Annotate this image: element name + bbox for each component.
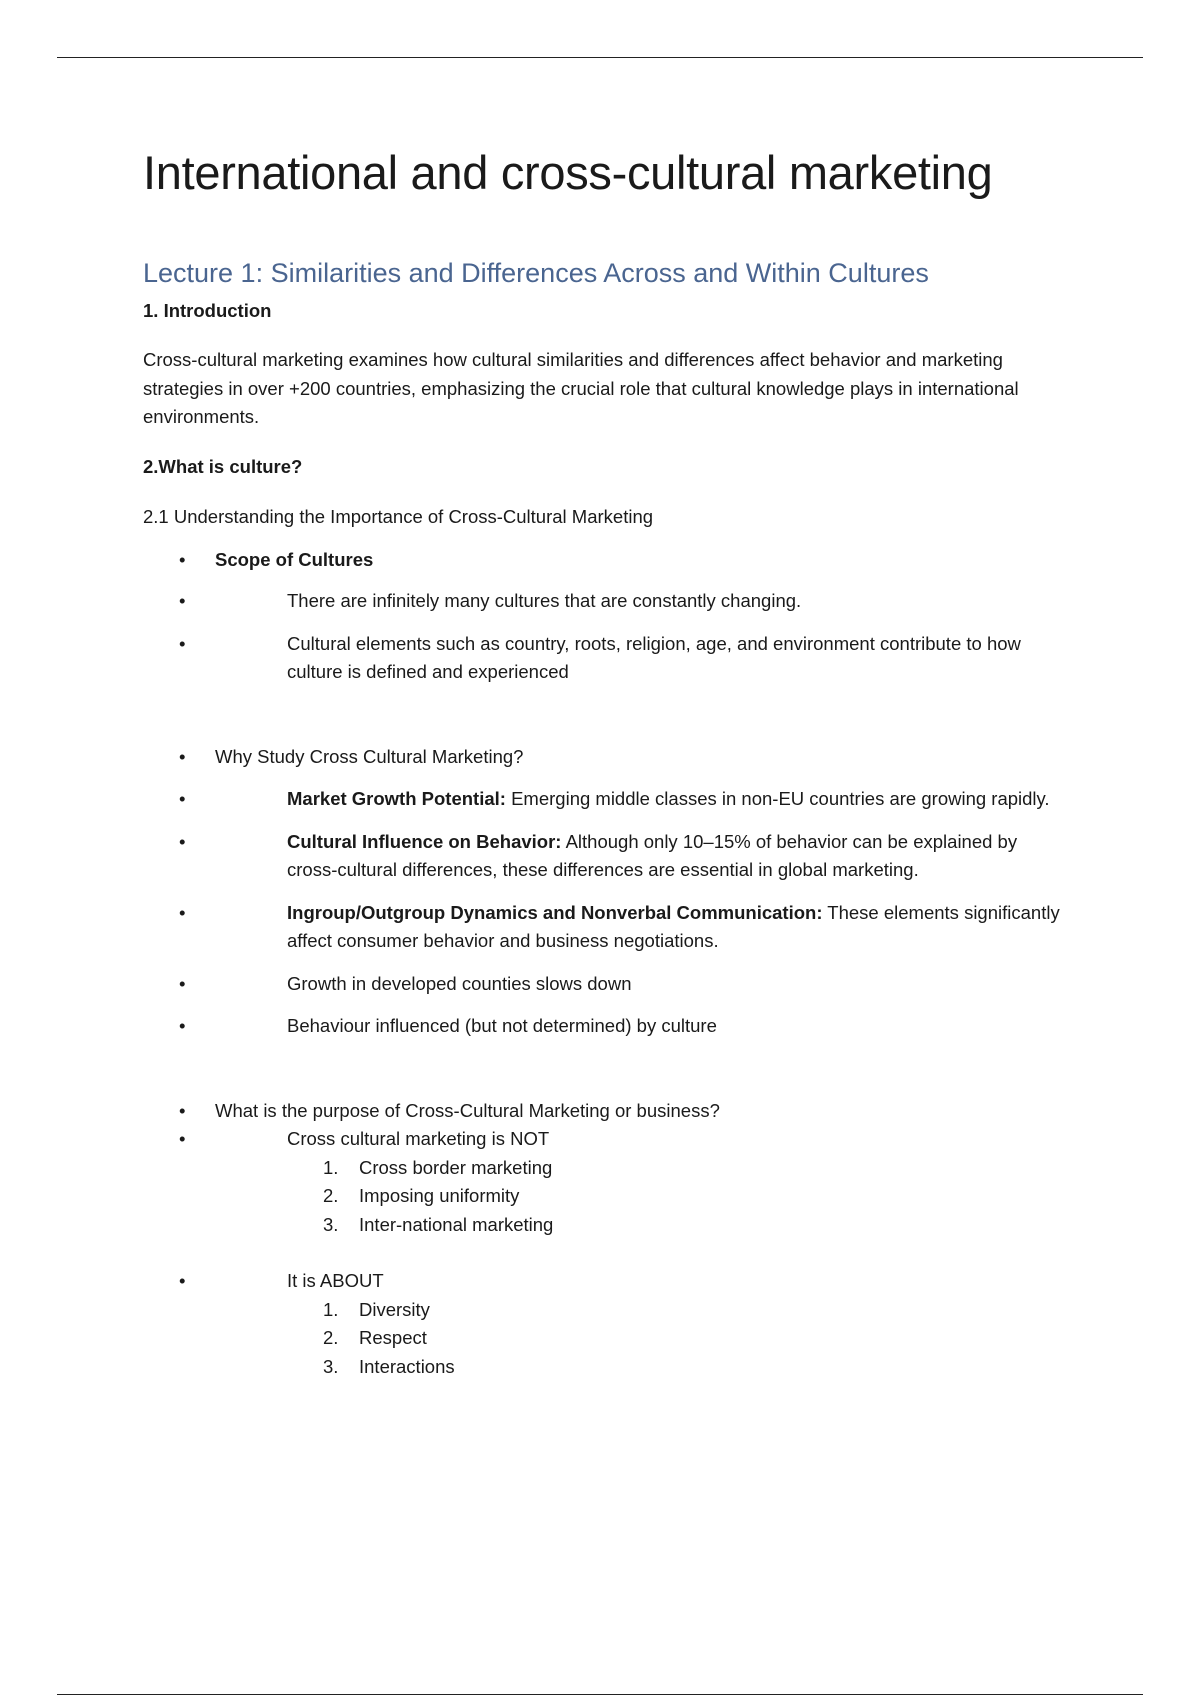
- list-item: 2. Respect: [323, 1327, 427, 1348]
- list-item: 3. Inter-national marketing: [323, 1213, 554, 1235]
- subsection-heading: 2.1 Understanding the Importance of Cross-Cultural Marketing: [143, 506, 654, 527]
- lecture-title: Lecture 1: Similarities and Differences Across and Within Cultures: [143, 258, 929, 288]
- section-heading-introduction: 1. Introduction: [143, 300, 272, 321]
- list-item: 2. Imposing uniformity: [323, 1185, 520, 1206]
- list-item: 1. Diversity: [323, 1298, 430, 1320]
- introduction-paragraph: Cross-cultural marketing examines how cultural similarities and differences affect behavior and marketing strategies in over +200 countries, emphasizing the crucial role that cultural knowledge plays in international environments.: [143, 349, 1019, 427]
- list-item: • Behaviour influenced (but not determined) by culture: [143, 1012, 1063, 1041]
- list-item: 1. Cross border marketing: [323, 1156, 553, 1178]
- list-item: • Ingroup/Outgroup Dynamics and Nonverbal Communication: These elements significantly affect consumer behavior and business negotiations.: [143, 899, 1063, 956]
- list-item-about: • It is ABOUT 1. Diversity 2. Respect 3. Interactions: [143, 1267, 1063, 1381]
- list-item-purpose: • What is the purpose of Cross-Cultural Marketing or business? • Cross cultural marketing is NOT 1. Cross border marketing 2. Imposing uniformity 3. Inter-national marketing • It is ABOUT 1. Diversity 2. Respect 3. Interactions: [143, 1097, 1063, 1382]
- section-heading-culture: 2.What is culture?: [143, 455, 303, 477]
- list-item-why: • Why Study Cross Cultural Marketing? • Market Growth Potential: Emerging middle classes in non-EU countries are growing rapidly. • Cultural Influence on Behavior: Although only 10–15% of behavior can be explained by cross-cultural differences, these differences are essential in global marketing. • Ingroup/Outgroup Dynamics and Nonverbal Communication: These elements significantly affect consumer behavior and business negotiations. • Growth in developed counties slows down • Behaviour influenced (but not determined) by culture: [143, 743, 1063, 1041]
- header-rule: [57, 57, 1143, 58]
- document-content: [143, 145, 1063, 1381]
- not-numbered-list: [143, 1154, 1063, 1240]
- document-title: International and cross-cultural marketing: [143, 146, 993, 199]
- list-item: • Cultural Influence on Behavior: Although only 10–15% of behavior can be explained by cross-cultural differences, these differences are essential in global marketing.: [143, 828, 1063, 885]
- why-sublist: [143, 785, 1063, 1041]
- list-item: • Cultural elements such as country, roots, religion, age, and environment contribute to how culture is defined and experienced: [143, 630, 1063, 687]
- why-bullet-list: [143, 743, 1063, 1041]
- list-item: • Market Growth Potential: Emerging middle classes in non-EU countries are growing rapidly.: [143, 785, 1063, 814]
- list-item-not: • Cross cultural marketing is NOT 1. Cross border marketing 2. Imposing uniformity 3. Inter-national marketing: [143, 1125, 1063, 1239]
- purpose-sublist: [143, 1125, 1063, 1381]
- list-item: • Growth in developed counties slows down: [143, 970, 1063, 999]
- list-item: • There are infinitely many cultures that are constantly changing.: [143, 587, 1063, 616]
- scope-sublist: [143, 587, 1063, 687]
- purpose-bullet-list: [143, 1097, 1063, 1382]
- list-item: 3. Interactions: [323, 1355, 455, 1377]
- about-numbered-list: [143, 1296, 1063, 1382]
- footer-rule: [57, 1694, 1143, 1695]
- list-item-scope: • Scope of Cultures • There are infinitely many cultures that are constantly changing. • Cultural elements such as country, roots, religion, age, and environment contribute to how culture is defined and experienced: [143, 546, 1063, 687]
- main-bullet-list: [143, 546, 1063, 687]
